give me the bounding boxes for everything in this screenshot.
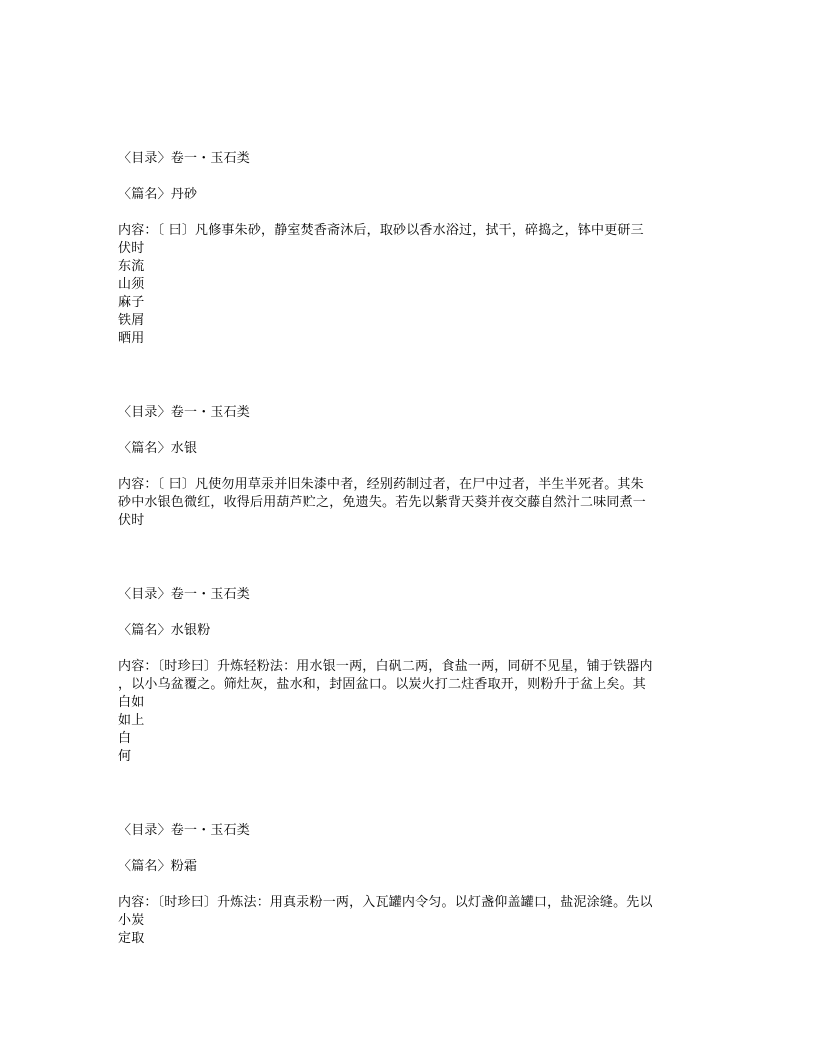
catalog-line: 〈目录〉卷一・玉石类	[118, 587, 251, 602]
catalog-line: 〈目录〉卷一・玉石类	[118, 405, 251, 420]
title-line: 〈篇名〉丹砂	[118, 187, 198, 202]
entry-shuiyinfen	[118, 586, 698, 766]
content-line: 白	[118, 731, 132, 746]
content-line: 砂中水银色微红，收得后用葫芦贮之，免遗失。若先以紫背天葵并夜交藤自然汁二味同煮一	[118, 495, 647, 510]
entry-fenshuang	[118, 822, 698, 948]
content-line: 伏时	[118, 513, 145, 528]
content-line: 如上	[118, 713, 145, 728]
catalog-line: 〈目录〉卷一・玉石类	[118, 151, 251, 166]
content-line: 白如	[118, 695, 145, 710]
entry-dansha	[118, 150, 698, 348]
content-line: 铁屑	[118, 313, 145, 328]
content-line: 内容：〔时珍曰〕升炼法：用真汞粉一两，入瓦罐内令匀。以灯盏仰盖罐口，盐泥涂缝。先以	[118, 895, 653, 910]
title-line: 〈篇名〉粉霜	[118, 859, 198, 874]
content-line: ，以小乌盆覆之。筛灶灰，盐水和，封固盆口。以炭火打二炷香取开，则粉升于盆上矣。其	[118, 677, 647, 692]
title-line: 〈篇名〉水银	[118, 441, 198, 456]
entry-shuiyin	[118, 404, 698, 530]
content-line: 麻子	[118, 295, 145, 310]
content-line: 何	[118, 749, 132, 764]
content-line: 伏时	[118, 241, 145, 256]
content-line: 内容：〔 曰〕凡修事朱砂，静室焚香斋沐后，取砂以香水浴过，拭干，碎捣之，钵中更研三	[118, 223, 644, 238]
content-line: 山须	[118, 277, 145, 292]
content-line: 晒用	[118, 331, 145, 346]
content-line: 内容：〔 曰〕凡使勿用草汞并旧朱漆中者，经别药制过者，在尸中过者，半生半死者。其朱	[118, 477, 644, 492]
catalog-line: 〈目录〉卷一・玉石类	[118, 823, 251, 838]
content-line: 小炭	[118, 913, 145, 928]
content-line: 定取	[118, 931, 145, 946]
content-line: 内容：〔时珍曰〕升炼轻粉法：用水银一两，白矾二两，食盐一两，同研不见星，铺于铁器内	[118, 659, 653, 674]
title-line: 〈篇名〉水银粉	[118, 623, 211, 638]
content-line: 东流	[118, 259, 145, 274]
